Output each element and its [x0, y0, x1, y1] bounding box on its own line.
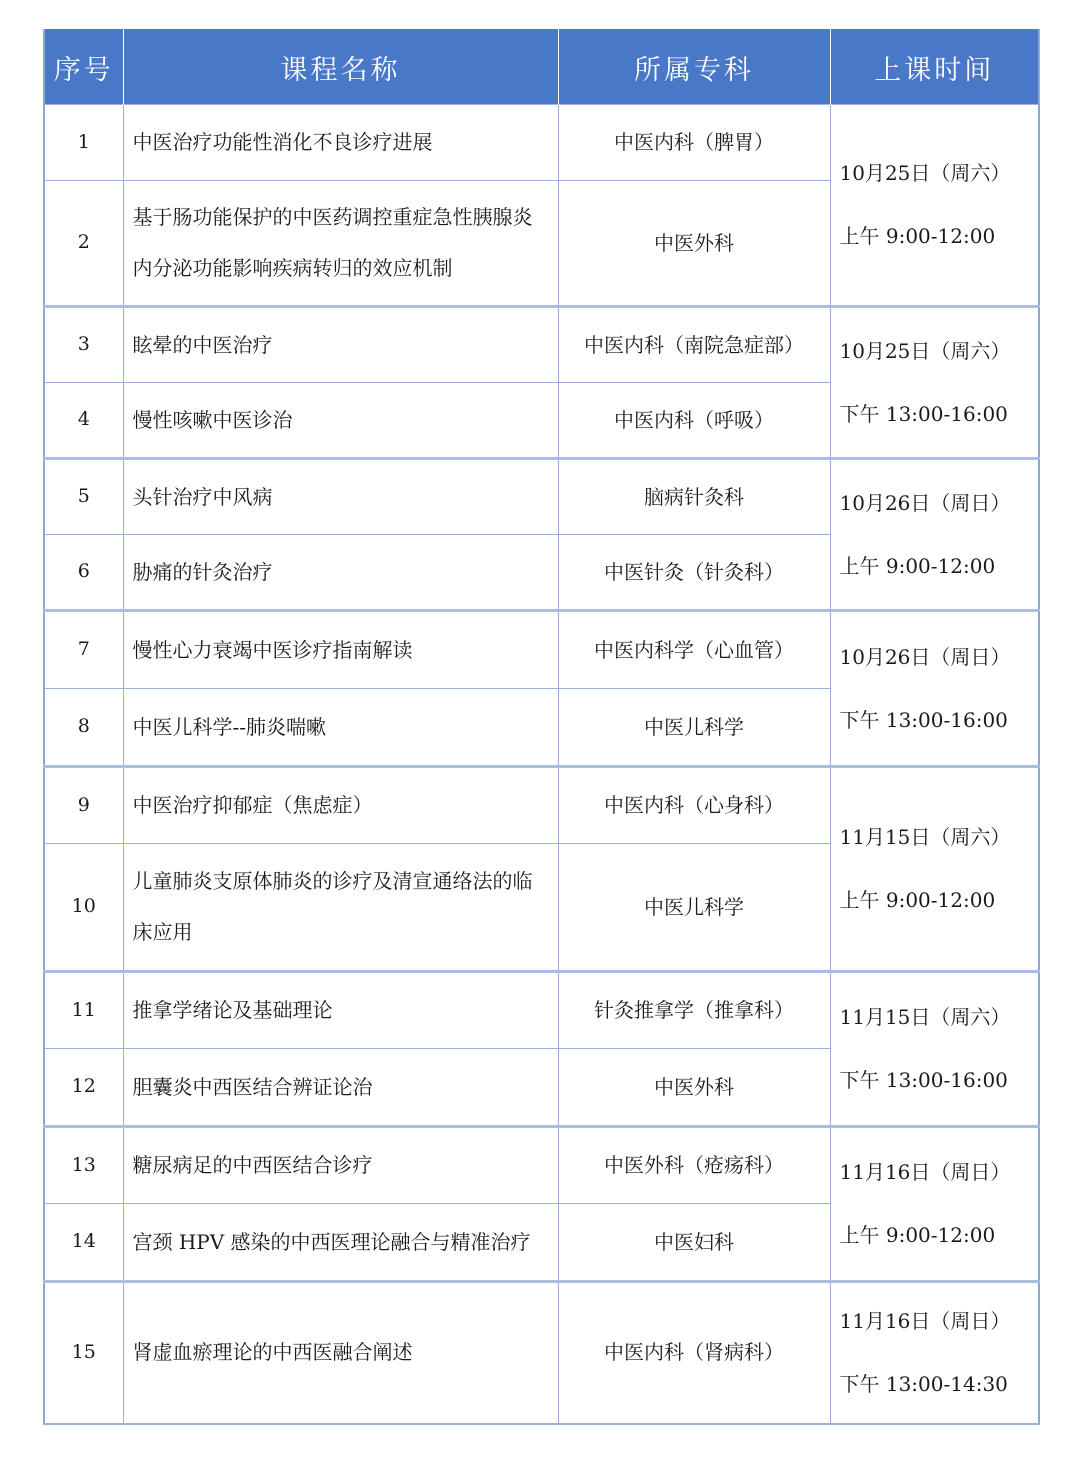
- department: 中医内科（脾胃）: [558, 105, 830, 181]
- row-number: 13: [44, 1127, 123, 1204]
- header-department: 所属专科: [558, 30, 830, 105]
- row-number: 6: [44, 535, 123, 611]
- department: 中医内科（肾病科）: [558, 1282, 830, 1424]
- class-date: 10月26日（周日）: [839, 490, 1011, 515]
- class-hours: 上午 9:00-12:00: [839, 224, 996, 248]
- department: 中医内科（呼吸）: [558, 383, 830, 459]
- class-hours: 下午 13:00-16:00: [839, 1068, 1008, 1092]
- table-row: [44, 459, 1039, 535]
- row-number: 11: [44, 972, 123, 1049]
- class-time: [830, 1282, 1039, 1424]
- course-name: 中医治疗抑郁症（焦虑症）: [123, 767, 558, 844]
- department: 针灸推拿学（推拿科）: [558, 972, 830, 1049]
- department: 中医儿科学: [558, 844, 830, 972]
- course-name: 慢性咳嗽中医诊治: [123, 383, 558, 459]
- row-number: 5: [44, 459, 123, 535]
- row-number: 14: [44, 1204, 123, 1282]
- class-date: 11月15日（周六）: [839, 1005, 1011, 1029]
- department: 中医内科学（心血管）: [558, 611, 830, 689]
- header-course-name: 课程名称: [123, 30, 558, 105]
- course-name: 中医儿科学--肺炎喘嗽: [123, 689, 558, 767]
- row-number: 3: [44, 307, 123, 383]
- class-time: [830, 1127, 1039, 1282]
- department: 中医外科（疮疡科）: [558, 1127, 830, 1204]
- row-number: 12: [44, 1049, 123, 1127]
- class-time: [830, 105, 1039, 307]
- table-header: [44, 30, 1039, 105]
- department: 中医儿科学: [558, 689, 830, 767]
- table-row: [44, 767, 1039, 844]
- class-time: [830, 972, 1039, 1127]
- table-row: [44, 1127, 1039, 1204]
- class-date: 11月16日（周日）: [839, 1160, 1011, 1184]
- class-time: [830, 459, 1039, 611]
- course-name: 头针治疗中风病: [123, 459, 558, 535]
- course-name: 宫颈 HPV 感染的中西医理论融合与精准治疗: [123, 1204, 558, 1282]
- course-schedule-table: [43, 29, 1040, 1425]
- department: 中医外科: [558, 1049, 830, 1127]
- course-name: 肾虚血瘀理论的中西医融合阐述: [123, 1282, 558, 1424]
- header-number: 序号: [44, 30, 123, 105]
- header-class-time: 上课时间: [830, 30, 1039, 105]
- class-hours: 上午 9:00-12:00: [839, 553, 996, 578]
- row-number: 9: [44, 767, 123, 844]
- course-name: 眩晕的中医治疗: [123, 307, 558, 383]
- department: 中医内科（南院急症部）: [558, 307, 830, 383]
- department: 中医妇科: [558, 1204, 830, 1282]
- row-number: 1: [44, 105, 123, 181]
- course-name: 中医治疗功能性消化不良诊疗进展: [123, 105, 558, 181]
- class-date: 10月25日（周六）: [839, 338, 1011, 363]
- row-number: 10: [44, 844, 123, 972]
- class-hours: 下午 13:00-16:00: [839, 707, 1008, 732]
- class-time: [830, 307, 1039, 459]
- table-row: [44, 307, 1039, 383]
- course-name: 推拿学绪论及基础理论: [123, 972, 558, 1049]
- course-name: 儿童肺炎支原体肺炎的诊疗及清宣通络法的临床应用: [123, 844, 558, 972]
- course-name: 慢性心力衰竭中医诊疗指南解读: [123, 611, 558, 689]
- course-name: 胁痛的针灸治疗: [123, 535, 558, 611]
- table-row: [44, 105, 1039, 181]
- department: 中医内科（心身科）: [558, 767, 830, 844]
- course-name: 糖尿病足的中西医结合诊疗: [123, 1127, 558, 1204]
- class-date: 11月16日（周日）: [839, 1308, 1011, 1333]
- department: 脑病针灸科: [558, 459, 830, 535]
- row-number: 2: [44, 181, 123, 307]
- header-row: [44, 30, 1039, 105]
- row-number: 8: [44, 689, 123, 767]
- class-hours: 上午 9:00-12:00: [839, 1223, 996, 1247]
- table-body: [44, 105, 1039, 1424]
- class-hours: 上午 9:00-12:00: [839, 888, 996, 912]
- table-row: [44, 972, 1039, 1049]
- row-number: 4: [44, 383, 123, 459]
- department: 中医外科: [558, 181, 830, 307]
- class-hours: 下午 13:00-14:30: [839, 1371, 1008, 1396]
- class-date: 10月25日（周六）: [839, 161, 1011, 185]
- course-name: 胆囊炎中西医结合辨证论治: [123, 1049, 558, 1127]
- class-time: [830, 767, 1039, 972]
- course-name: 基于肠功能保护的中医药调控重症急性胰腺炎内分泌功能影响疾病转归的效应机制: [123, 181, 558, 307]
- class-hours: 下午 13:00-16:00: [839, 401, 1008, 426]
- class-time: [830, 611, 1039, 767]
- table-row: [44, 1282, 1039, 1424]
- row-number: 7: [44, 611, 123, 689]
- row-number: 15: [44, 1282, 123, 1424]
- table-row: [44, 611, 1039, 689]
- class-date: 11月15日（周六）: [839, 825, 1011, 849]
- class-date: 10月26日（周日）: [839, 644, 1011, 669]
- department: 中医针灸（针灸科）: [558, 535, 830, 611]
